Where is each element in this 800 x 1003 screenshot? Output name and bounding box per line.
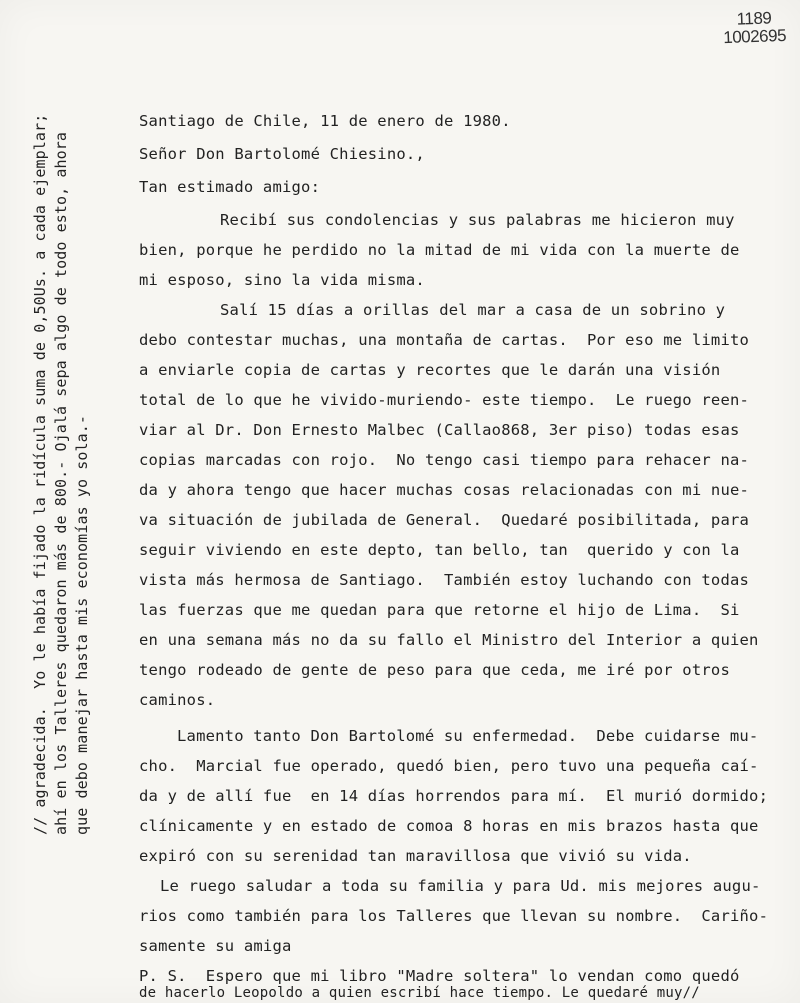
paragraph-2-line: vista más hermosa de Santiago. También estoy luchando con todas (139, 571, 750, 589)
paragraph-2-line: copias marcadas con rojo. No tengo casi tiempo para rehacer na- (139, 451, 750, 469)
margin-note-line: que debo manejar hasta mis economías yo sola.- (73, 414, 91, 835)
salutation: Tan estimado amigo: (139, 178, 321, 196)
paragraph-2-line: a enviarle copia de cartas y recortes que le darán una visión (139, 361, 721, 379)
paragraph-1-line: bien, porque he perdido no la mitad de mi vida con la muerte de (139, 241, 740, 259)
paragraph-4-line: Le ruego saludar a toda su familia y para Ud. mis mejores augu- (160, 877, 761, 895)
postscript-line: P. S. Espero que mi libro "Madre soltera" lo vendan como quedó (139, 967, 740, 985)
paragraph-2-line: tengo rodeado de gente de peso para que ceda, me iré por otros (139, 661, 730, 679)
paragraph-2-line: Salí 15 días a orillas del mar a casa de un sobrino y (220, 301, 726, 319)
paragraph-2-line: viar al Dr. Don Ernesto Malbec (Callao868, 3er piso) todas esas (139, 421, 740, 439)
paragraph-2-line: debo contestar muchas, una montaña de cartas. Por eso me limito (139, 331, 750, 349)
margin-note-line: // agradecida. Yo le había fijado la ridícula suma de 0,50Us. a cada ejemplar; (31, 113, 49, 835)
paragraph-2-line: en una semana más no da su fallo el Ministro del Interior a quien (139, 631, 759, 649)
paragraph-2-line: seguir viviendo en este depto, tan bello, tan querido y con la (139, 541, 740, 559)
paragraph-2-line: total de lo que he vivido-muriendo- este tiempo. Le ruego reen- (139, 391, 750, 409)
paragraph-2-line: da y ahora tengo que hacer muchas cosas relacionadas con mi nue- (139, 481, 750, 499)
margin-note-line: ahí en los Talleres quedaron más de 800.- Ojalá sepa algo de todo esto, ahora (52, 131, 70, 835)
paragraph-3-line: da y de allí fue en 14 días horrendos para mí. El murió dormido; (139, 787, 769, 805)
recipient-line: Señor Don Bartolomé Chiesino., (139, 145, 425, 163)
paragraph-2-line: va situación de jubilada de General. Quedaré posibilitada, para (139, 511, 750, 529)
paragraph-4-line: rios como también para los Talleres que llevan su nombre. Cariño- (139, 907, 769, 925)
paragraph-3-line: expiró con su serenidad tan maravillosa que vivió su vida. (139, 847, 692, 865)
postscript-line: de hacerlo Leopoldo a quien escribí hace tiempo. Le quedaré muy// (139, 985, 700, 1001)
paragraph-3-line: cho. Marcial fue operado, quedó bien, pero tuvo una pequeña caí- (139, 757, 759, 775)
paragraph-2-line: caminos. (139, 691, 216, 709)
archive-number (723, 9, 787, 47)
date-line: Santiago de Chile, 11 de enero de 1980. (139, 112, 511, 130)
margin-note (30, 113, 105, 835)
paragraph-4-line: samente su amiga (139, 937, 292, 955)
paragraph-2-line: las fuerzas que me quedan para que retorne el hijo de Lima. Si (139, 601, 740, 619)
archive-number-bottom: 1002695 (723, 25, 787, 48)
paragraph-3-line: clínicamente y en estado de comoa 8 horas en mis brazos hasta que (139, 817, 759, 835)
paragraph-3-line: Lamento tanto Don Bartolomé su enfermedad. Debe cuidarse mu- (177, 727, 759, 745)
paragraph-1-line: mi esposo, sino la vida misma. (139, 271, 425, 289)
paragraph-1-line: Recibí sus condolencias y sus palabras me hicieron muy (220, 211, 735, 229)
archive-number-top: 1189 (736, 8, 772, 29)
